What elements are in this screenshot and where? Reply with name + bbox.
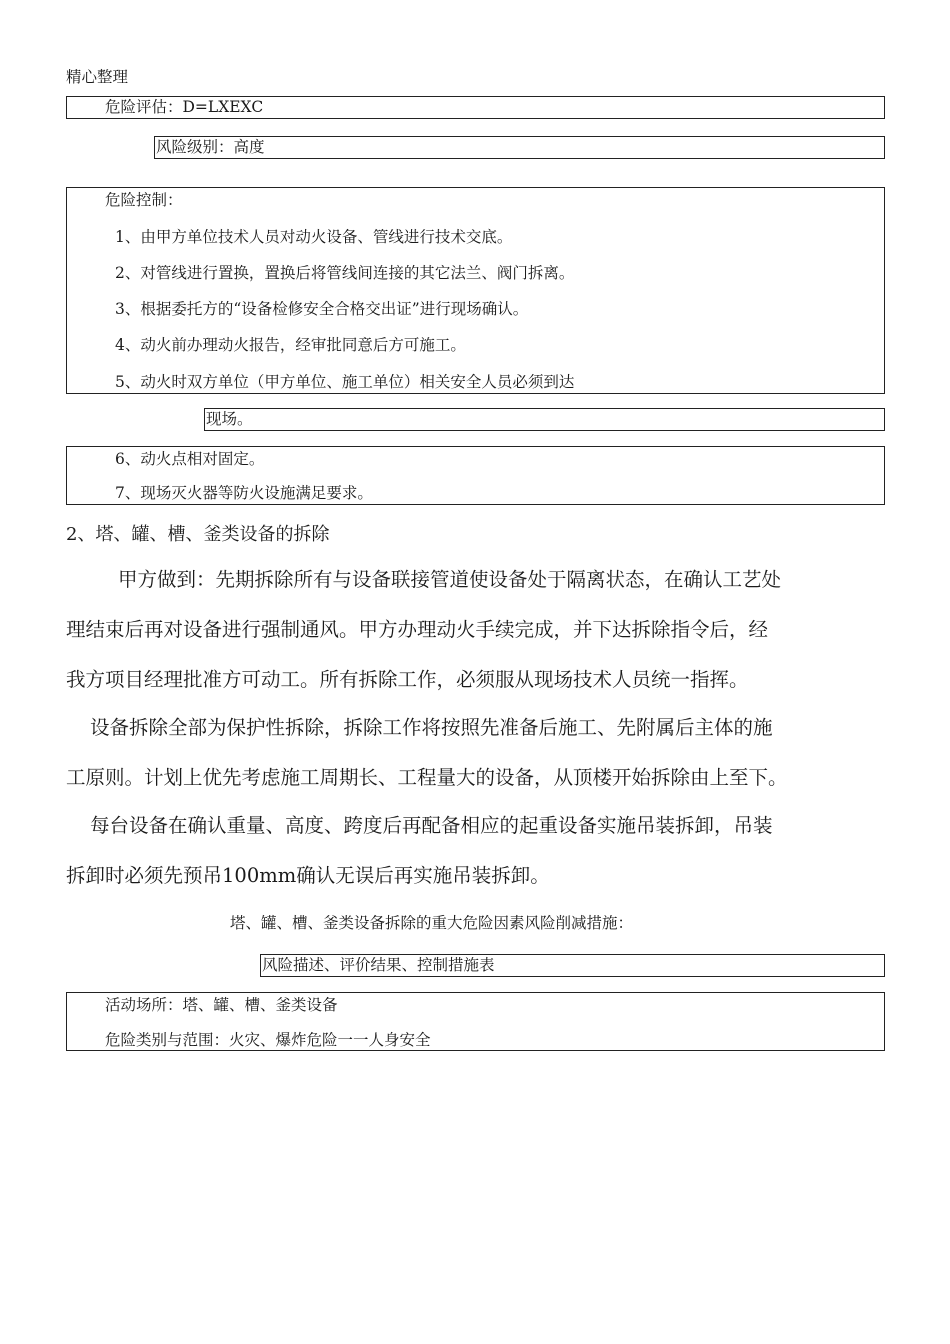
control-item: 7、现场灭火器等防火设施满足要求。 [115, 484, 373, 502]
body-line: 设备拆除全部为保护性拆除，拆除工作将按照先准备后施工、先附属后主体的施 [90, 716, 773, 739]
table-title: 风险描述、评价结果、控制措施表 [262, 956, 495, 974]
control-item: 3、根据委托方的“设备检修安全合格交出证”进行现场确认。 [115, 300, 529, 318]
body-line: 拆卸时必须先预吊100mm确认无误后再实施吊装拆卸。 [66, 864, 550, 887]
activity-place: 活动场所：塔、罐、槽、釜类设备 [105, 996, 338, 1014]
control-item: 1、由甲方单位技术人员对动火设备、管线进行技术交底。 [115, 228, 513, 246]
control-item: 2、对管线进行置换，置换后将管线间连接的其它法兰、阀门拆离。 [115, 264, 575, 282]
header-note: 精心整理 [66, 68, 129, 86]
assessment-formula: 危险评估：D=LXEXC [105, 98, 264, 116]
risk-level: 风险级别：高度 [156, 138, 265, 156]
control-item5-cont-box [204, 408, 885, 431]
activity-box [66, 992, 885, 1051]
assessment-formula-box [66, 96, 885, 119]
control-box [66, 187, 885, 394]
section-heading: 2、塔、罐、槽、釜类设备的拆除 [66, 524, 330, 545]
control-item: 5、动火时双方单位（甲方单位、施工单位）相关安全人员必须到达 [115, 373, 575, 391]
hazard-scope: 危险类别与范围：火灾、爆炸危险一一人身安全 [105, 1031, 431, 1049]
control-title: 危险控制： [105, 191, 183, 209]
control-item: 6、动火点相对固定。 [115, 450, 265, 468]
control-box-2 [66, 446, 885, 505]
body-line: 甲方做到：先期拆除所有与设备联接管道使设备处于隔离状态，在确认工艺处 [118, 568, 782, 591]
body-line: 我方项目经理批准方可动工。所有拆除工作，必须服从现场技术人员统一指挥。 [66, 668, 749, 691]
control-item: 4、动火前办理动火报告，经审批同意后方可施工。 [115, 336, 466, 354]
table-title-box [260, 954, 885, 977]
table-caption: 塔、罐、槽、釜类设备拆除的重大危险因素风险削减措施： [230, 914, 634, 932]
body-line: 每台设备在确认重量、高度、跨度后再配备相应的起重设备实施吊装拆卸，吊装 [90, 814, 773, 837]
body-line: 工原则。计划上优先考虑施工周期长、工程量大的设备，从顶楼开始拆除由上至下。 [66, 766, 788, 789]
control-item5-cont: 现场。 [206, 410, 253, 428]
risk-level-box [154, 136, 885, 159]
body-line: 理结束后再对设备进行强制通风。甲方办理动火手续完成，并下达拆除指令后，经 [66, 618, 769, 641]
